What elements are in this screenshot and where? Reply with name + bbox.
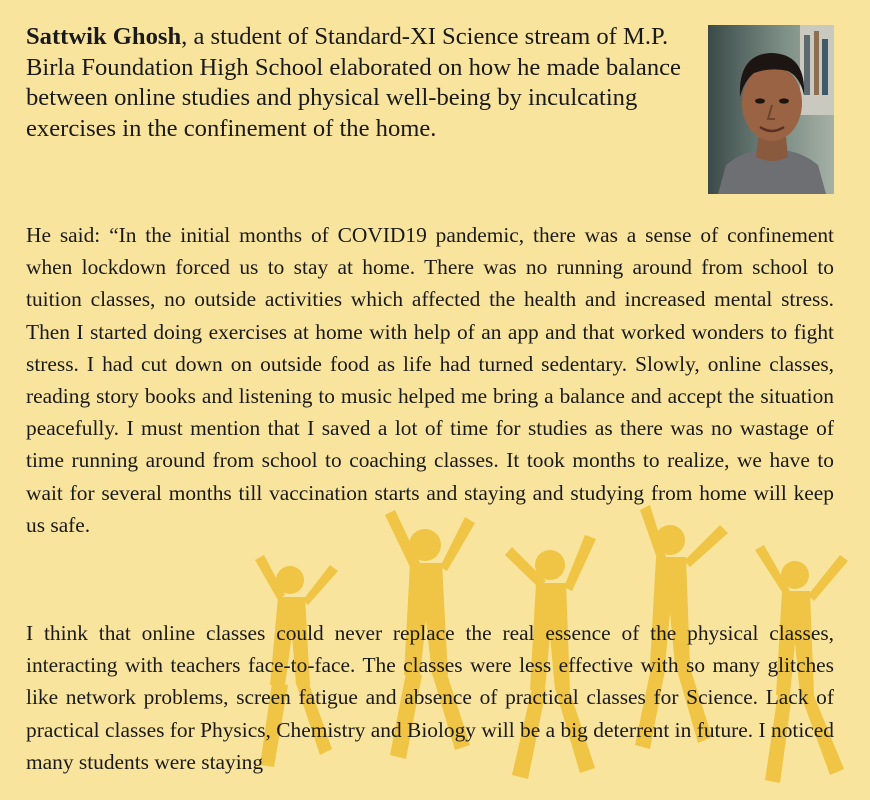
body-paragraph-1: He said: “In the initial months of COVID19 pandemic, there was a sense of confinement when lockdown forced us to stay at home. There was no running around from school to tuition classes, no outside activities which affected the health and increased mental stress. Then I started doing exercises at home with help of an app and that worked wonders to fight stress. I had cut down on outside food as life had turned sedentary. Slowly, online classes, reading story books and listening to music helped me bring a balance and accept the situation peacefully. I must mention that I saved a lot of time for studies as there was no wastage of time running around from school to coaching classes. It took months to realize, we have to wait for several months till vaccination starts and staying and studying from home will keep us safe. (26, 223, 834, 537)
student-name: Sattwik Ghosh (26, 23, 182, 50)
intro-text: , a student of Standard-XI Science stream of M.P. Birla Foundation High School elaborated on how he made balance between online studies and physical well-being by inculcating exercises in the confinement of the home. (26, 23, 681, 142)
intro-paragraph (26, 22, 696, 144)
body-paragraph-2: I think that online classes could never replace the real essence of the physical classes, interacting with teachers face-to-face. The classes were less effective with so many glitches like network problems, screen fatigue and absence of practical classes for Science. Lack of practical classes for Physics, Chemistry and Biology will be a big deterrent in future. I noticed many students were staying (26, 621, 834, 774)
student-portrait-icon (708, 25, 834, 194)
